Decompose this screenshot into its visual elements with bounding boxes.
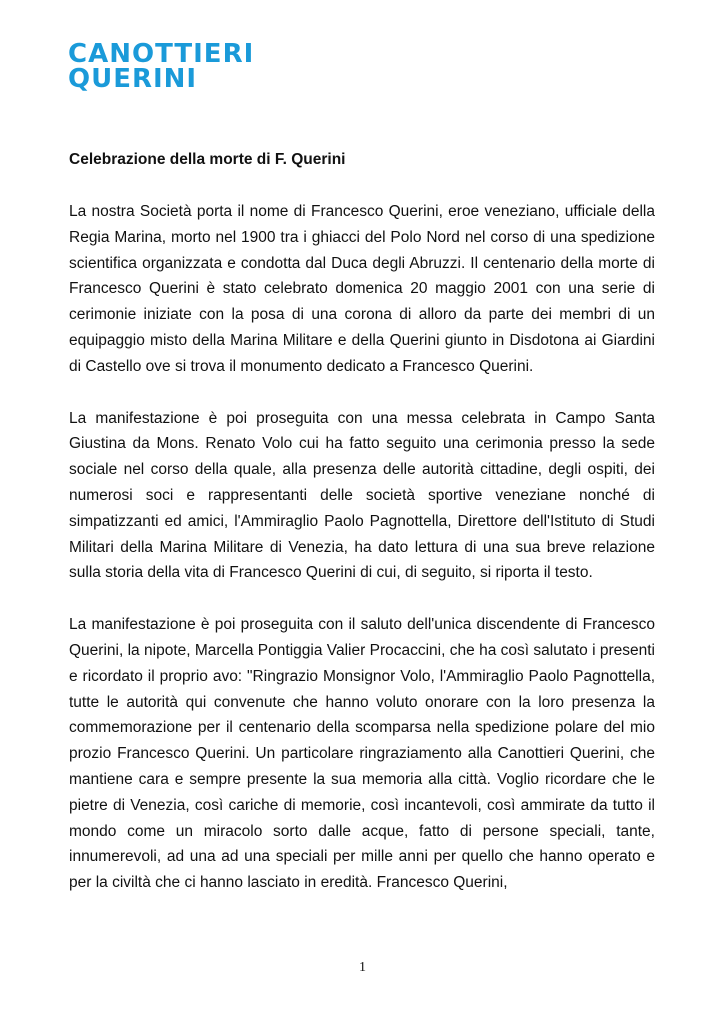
paragraph-3: La manifestazione è poi proseguita con il saluto dell'unica discendente di Francesco Querini, la nipote, Marcella Pontiggia Valier Procaccini, che ha così salutato i presenti e ricordato il proprio avo: "Ringrazio Monsignor Volo, l'Ammiraglio Paolo Pagnottella, tutte le autorità qui convenute che hanno voluto onorare con la loro presenza la commemorazione per il centenario della scomparsa nella spedizione polare del mio prozio Francesco Querini. Un particolare ringraziamento alla Canottieri Querini, che mantiene cara e sempre presente la sua memoria alla città. Voglio ricordare che le pietre di Venezia, così cariche di memorie, così incantevoli, così ammirate da tutto il mondo come un miracolo sorto dalle acque, fatto di persone speciali, tante, innumerevoli, ad una ad una speciali per mille anni per quello che hanno operato e per la civiltà che ci hanno lasciato in eredità. Francesco Querini, xyxy=(69,616,655,892)
document-title: Celebrazione della morte di F. Querini xyxy=(69,151,346,168)
paragraph-2: La manifestazione è poi proseguita con una messa celebrata in Campo Santa Giustina da Mons. Renato Volo cui ha fatto seguito una cerimonia presso la sede sociale nel corso della quale, alla presenza delle autorità cittadine, degli ospiti, dei numerosi soci e rappresentanti delle società sportive veneziane nonché di simpatizzanti ed amici, l'Ammiraglio Paolo Pagnottella, Direttore dell'Istituto di Studi Militari della Marina Militare di Venezia, ha dato lettura di una sua breve relazione sulla storia della vita di Francesco Querini di cui, di seguito, si riporta il testo. xyxy=(69,409,655,582)
document-body xyxy=(69,147,655,896)
canottieri-querini-logo xyxy=(68,39,255,94)
paragraph-1: La nostra Società porta il nome di Francesco Querini, eroe veneziano, ufficiale della Regia Marina, morto nel 1900 tra i ghiacci del Polo Nord nel corso di una spedizione scientifica organizzata e condotta dal Duca degli Abruzzi. Il centenario della morte di Francesco Querini è stato celebrato domenica 20 maggio 2001 con una serie di cerimonie iniziate con la posa di una corona di alloro da parte dei membri di un equipaggio misto della Marina Militare e della Querini giunto in Disdotona ai Giardini di Castello ove si trova il monumento dedicato a Francesco Querini. xyxy=(69,203,655,375)
logo-line-2: QUERINI xyxy=(68,64,198,94)
logo-line-1: CANOTTIERI xyxy=(68,39,255,69)
page-number: 1 xyxy=(359,960,366,975)
